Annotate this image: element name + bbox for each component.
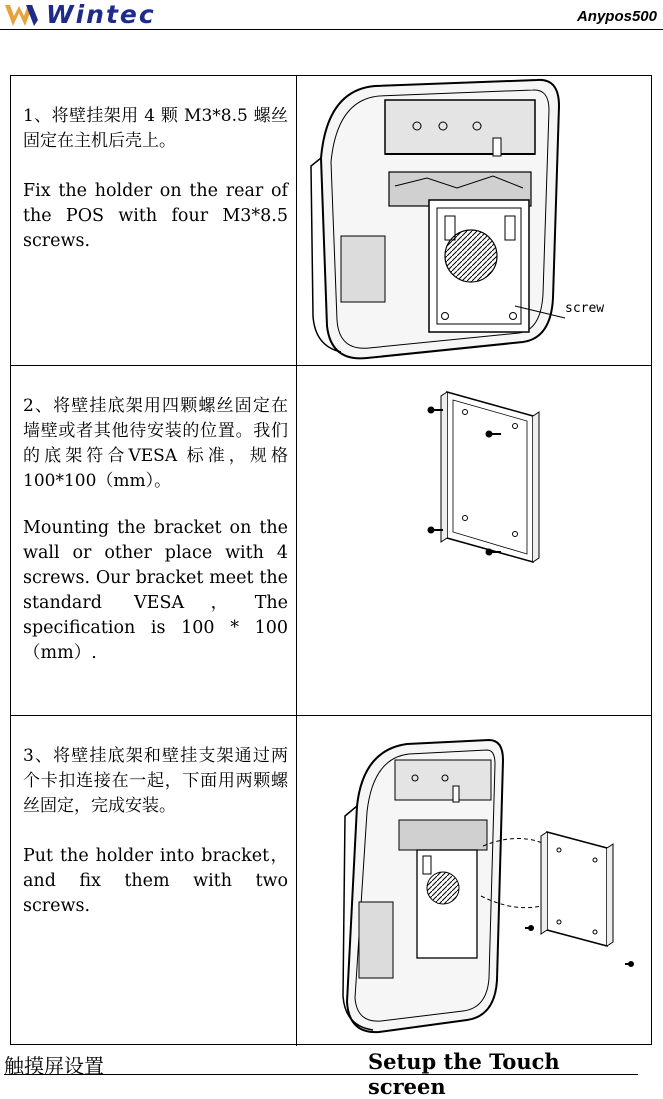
step-3-en: Put the holder into bracket，and fix them with two screws.	[23, 846, 288, 916]
step-2-figure	[297, 366, 651, 715]
page-footer	[4, 1046, 638, 1099]
vesa-bracket-illustration	[297, 366, 651, 716]
document-tag: Anypos500	[576, 8, 657, 25]
step-2-text-cell	[11, 366, 297, 715]
step-3-zh: 3、将壁挂底架和壁挂支架通过两个卡扣连接在一起，下面用两颗螺丝固定，完成安装。	[23, 746, 288, 816]
step-1-text-cell	[11, 76, 297, 365]
footer-rule	[4, 1074, 638, 1075]
step-row-2	[11, 366, 651, 716]
step-2-zh: 2、将壁挂底架用四颗螺丝固定在墙壁或者其他待安装的位置。我们的底架符合VESA 标准，规格 100*100（mm）。	[23, 396, 288, 491]
page-header	[0, 0, 663, 30]
step-row-1	[11, 76, 651, 366]
footer-section-title-en: Setup the Touch screen	[368, 1049, 560, 1099]
logo-wordmark: Wintec	[46, 0, 156, 29]
step-3-text-cell	[11, 716, 297, 1046]
header-rule	[0, 29, 663, 30]
installation-steps-table	[10, 75, 652, 1045]
holder-into-bracket-illustration	[297, 716, 651, 1046]
step-row-3	[11, 716, 651, 1046]
screw-callout-label: screw	[565, 301, 605, 316]
step-1-zh: 1、将壁挂架用 4 颗 M3*8.5 螺丝固定在主机后壳上。	[23, 106, 288, 151]
step-3-figure	[297, 716, 651, 1046]
wintec-logo	[4, 2, 184, 28]
fixing-screw-icon	[525, 925, 534, 931]
step-2-en: Mounting the bracket on the wall or other place with 4 screws. Our bracket meet the standard VESA，The specification is 100 * 100（mm）.	[23, 518, 288, 663]
step-1-en: Fix the holder on the rear of the POS with four M3*8.5 screws.	[23, 181, 288, 251]
step-1-figure	[297, 76, 651, 365]
pos-rear-with-holder-illustration	[297, 76, 651, 366]
logo-w-mark-icon	[4, 2, 46, 28]
fixing-screw-icon	[625, 961, 634, 967]
footer-section-title-zh: 触摸屏设置	[4, 1054, 104, 1078]
